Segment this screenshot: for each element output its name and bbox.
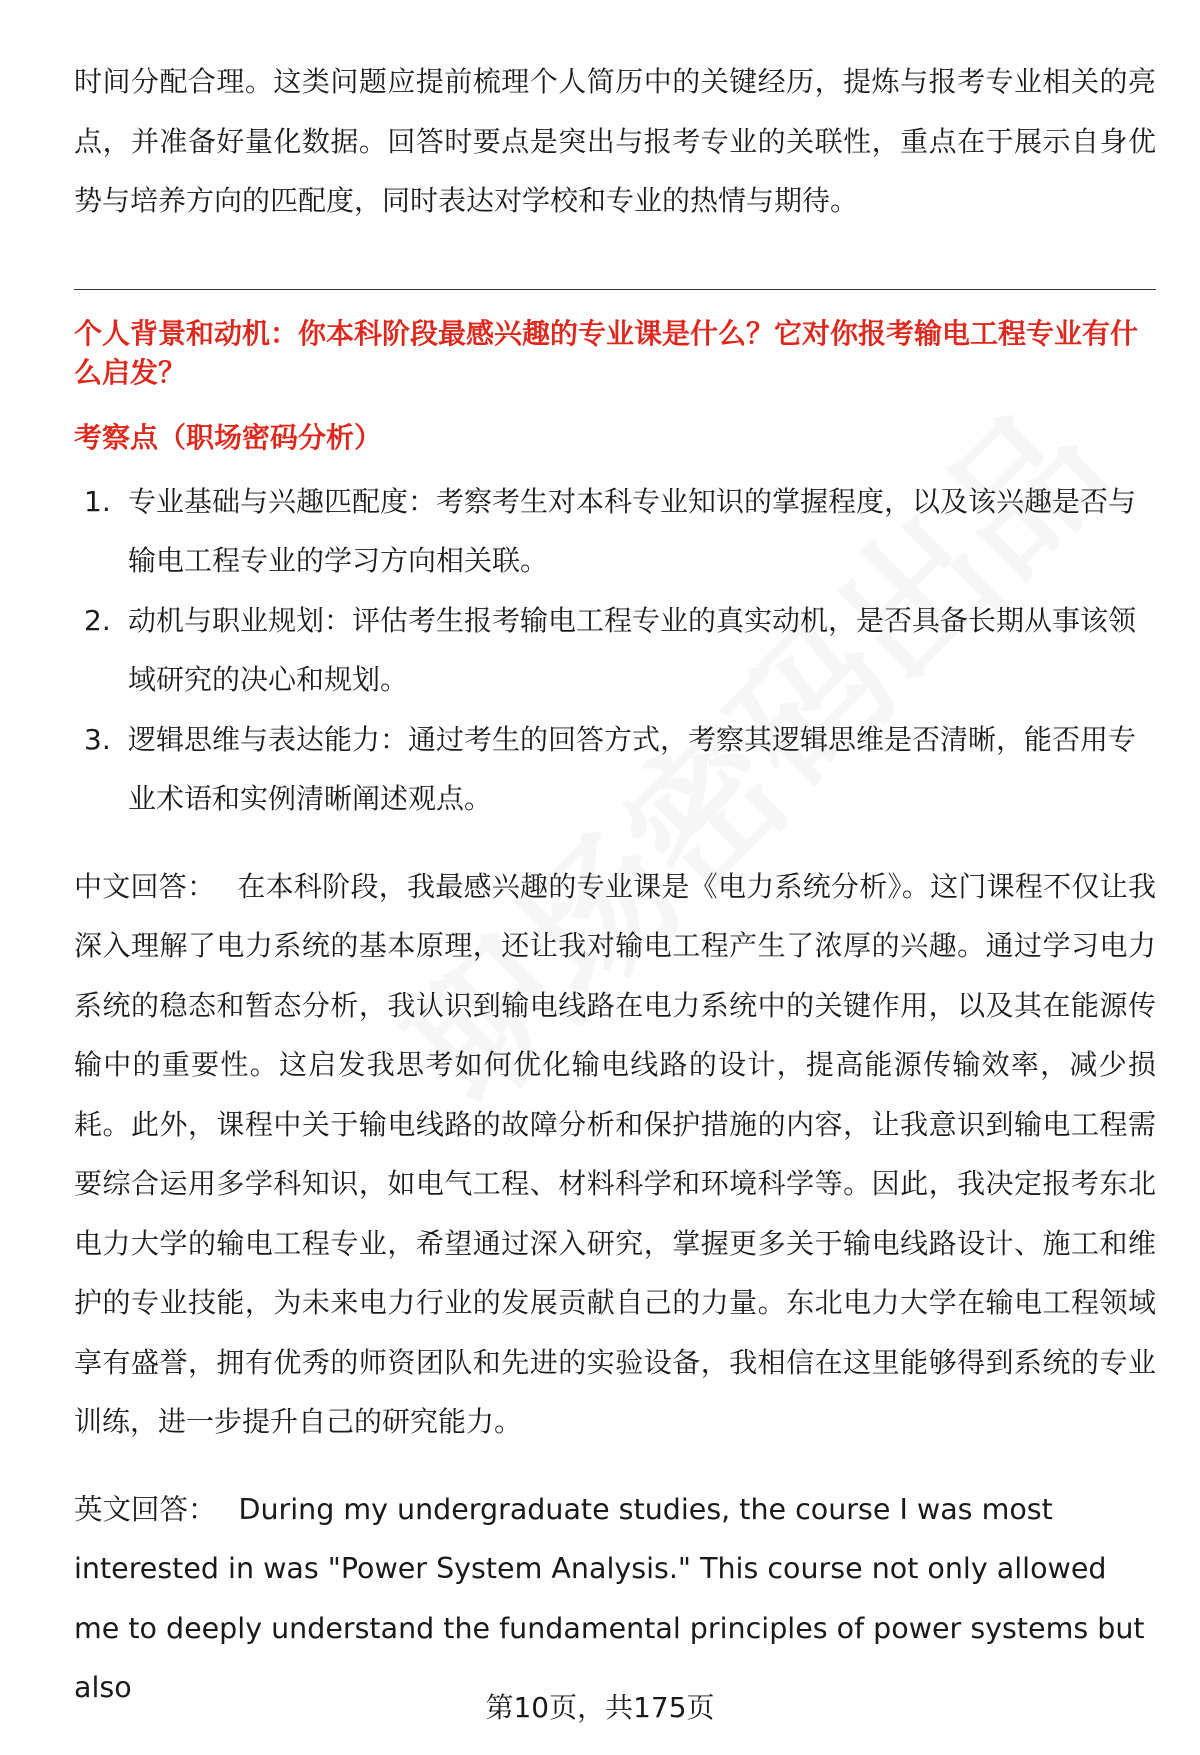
chinese-answer [74,857,1156,1452]
list-item [74,472,1156,591]
list-number: 2. [84,603,111,637]
list-text: 逻辑思维与表达能力：通过考生的回答方式，考察其逻辑思维是否清晰，能否用专业术语和实例清晰阐述观点。 [128,722,1137,815]
page-content [74,52,1156,1718]
question-title: 个人背景和动机：你本科阶段最感兴趣的专业课是什么？它对你报考输电工程专业有什么启发？ [74,316,1139,389]
list-number: 1. [84,484,111,518]
intro-paragraph: 时间分配合理。这类问题应提前梳理个人简历中的关键经历，提炼与报考专业相关的亮点，并准备好量化数据。回答时要点是突出与报考专业的关联性，重点在于展示自身优势与培养方向的匹配度，同时表达对学校和专业的热情与期待。 [74,65,1156,217]
list-item [74,591,1156,710]
assessment-title: 考察点（职场密码分析） [74,420,383,454]
chinese-answer-label: 中文回答： [74,869,216,903]
list-number: 3. [84,722,111,756]
english-answer [74,1480,1156,1718]
list-text: 专业基础与兴趣匹配度：考察考生对本科专业知识的掌握程度，以及该兴趣是否与输电工程专业的学习方向相关联。 [128,484,1137,577]
section-divider [74,289,1156,290]
assessment-list [74,472,1156,829]
list-text: 动机与职业规划：评估考生报考输电工程专业的真实动机，是否具备长期从事该领域研究的决心和规划。 [128,603,1137,696]
chinese-answer-text: 在本科阶段，我最感兴趣的专业课是《电力系统分析》。这门课程不仅让我深入理解了电力系统的基本原理，还让我对输电工程产生了浓厚的兴趣。通过学习电力系统的稳态和暂态分析，我认识到输电线路在电力系统中的关键作用，以及其在能源传输中的重要性。这启发我思考如何优化输电线路的设计，提高能源传输效率，减少损耗。此外，课程中关于输电线路的故障分析和保护措施的内容，让我意识到输电工程需要综合运用多学科知识，如电气工程、材料科学和环境科学等。因此，我决定报考东北电力大学的输电工程专业，希望通过深入研究，掌握更多关于输电线路设计、施工和维护的专业技能，为未来电力行业的发展贡献自己的力量。东北电力大学在输电工程领域享有盛誉，拥有优秀的师资团队和先进的实验设备，我相信在这里能够得到系统的专业训练，进一步提升自己的研究能力。 [74,869,1156,1438]
english-answer-label: 英文回答： [74,1492,217,1526]
list-item [74,710,1156,829]
english-answer-text: During my undergraduate studies, the course I was most interested in was "Power System Analysis." This course not only allowed me to deeply understand the fundamental principles of power systems but also [74,1492,1145,1704]
page-footer: 第10页，共175页 [485,1691,715,1724]
